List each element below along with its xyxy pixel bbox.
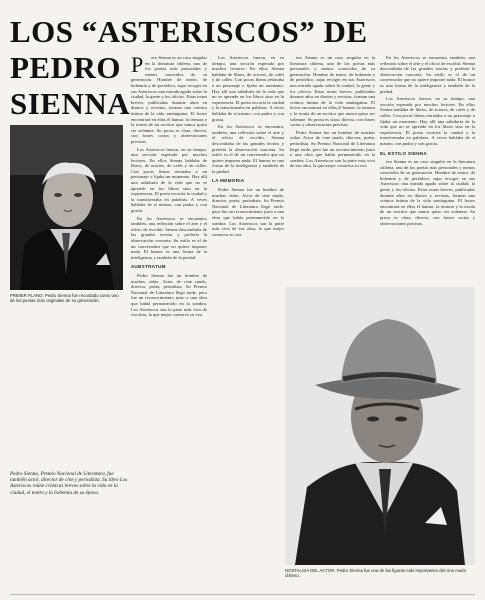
- article-column-1: [131, 55, 207, 590]
- sidebar-note: Pedro Sienna, Premio Nacional de Literatura, fue también actor, director de cine y periodista. Su libro Los Asteriscos reúne crónicas breves sobre la vida en la ciudad, el teatro y la bohemia de su época.: [10, 471, 128, 496]
- title-line-2: PEDRO: [10, 50, 121, 85]
- col3-paragraph: En los Asteriscos se encuentra, también, una reflexión sobre el arte y el oficio de escribir. Sienna desconfiaba de las grandes teorías y prefería la observación concreta. Su estilo es el de un conversador que no quiere imponer nada. El humor es una forma de la inteligencia y también de la piedad.: [131, 215, 207, 260]
- title-line-1: LOS “ASTERISCOS” DE: [10, 14, 368, 49]
- col1-paragraph: ero Sienna es un caso singular en la literatura chilena, uno de los poetas más personales y menos conocidos de su generación. Hombre de teatro, de bohemia y de periódico, supo recoger en sus Asteriscos una mirada aguda sobre la ciudad, la gente y los oficios. Estas notas breves, publicadas durante años en diarios y revistas, forman una crónica íntima de la vida santiaguina. El lector encontrará en ellas el humor, la ternura y la ironía de un escritor que nunca quiso ser solemne. Su prosa es clara, directa, con frases cortas y observaciones precisas.: [131, 55, 207, 144]
- article-column-4: [380, 55, 475, 283]
- col3-text-a: En los Asteriscos se encuentra, también, una reflexión sobre el arte y el oficio de escribir. Sienna desconfiaba de las grandes teorías y prefería la observación concreta. Su estilo es el de un conversador que no quiere imponer nada. El humor es una forma de la inteligencia y también de la piedad.: [212, 124, 284, 174]
- col4-text-a: Pedro Sienna fue un hombre de muchas vidas. Actor de cine mudo, director, poeta, periodista. Su Premio Nacional de Literatura llegó tarde, pero fue un reconocimiento justo a una obra que había permanecido en la sombra. Los Asteriscos son la parte más viva de esa obra, la que mejor conserva su voz.: [212, 187, 284, 237]
- col1-text-b: ero Sienna es un caso singular en la literatura chilena, uno de los poetas más personales y menos conocidos de su generación. Hombre de teatro, de bohemia y de periódico, supo recoger en sus Asteriscos una mirada aguda sobre la ciudad, la gente y los oficios. Estas notas breves, publicadas durante años en diarios y revistas, forman una crónica íntima de la vida santiaguina. El lector encontrará en ellas el humor, la ternura y la ironía de un escritor que nunca quiso ser solemne. Su prosa es clara, directa, con frases cortas y observaciones precisas.: [290, 55, 375, 128]
- portrait-caption: PRIMER PLANO. Pedro Sienna fue recordado como uno de los poetas más originales de su generación.: [10, 293, 119, 303]
- hat-portrait-photo: [285, 287, 475, 565]
- portrait-photo: [10, 125, 123, 290]
- col1-text-c: ero Sienna es un caso singular en la literatura chilena, uno de los poetas más personales y menos conocidos de su generación. Hombre de teatro, de bohemia y de periódico, supo recoger en sus Asteriscos una mirada aguda sobre la ciudad, la gente y los oficios. Estas notas breves, publicadas durante años en diarios y revistas, forman una crónica íntima de la vida santiaguina. El lector encontrará en ellas el humor, la ternura y la ironía de un escritor que nunca quiso ser solemne. Su prosa es clara, directa, con frases cortas y observaciones precisas.: [380, 159, 475, 226]
- page-rule: [10, 594, 475, 595]
- subhead-1: SUBSTRATUM: [131, 264, 166, 270]
- col4-text-b: Pedro Sienna fue un hombre de muchas vidas. Actor de cine mudo, director, poeta, periodista. Su Premio Nacional de Literatura llegó tarde, pero fue un reconocimiento justo a una obra que había permanecido en la sombra. Los Asteriscos son la parte más viva de esa obra, la que mejor conserva su voz.: [290, 129, 375, 169]
- article-column-3: [290, 55, 375, 283]
- col4-paragraph: Pedro Sienna fue un hombre de muchas vidas. Actor de cine mudo, director, poeta, periodista. Su Premio Nacional de Literatura llegó tarde, pero fue un reconocimiento justo a una obra que había permanecido en la sombra. Los Asteriscos son la parte más viva de esa obra, la que mejor conserva su voz.: [131, 272, 207, 318]
- subhead-2: LA MEMORIA: [212, 178, 245, 184]
- col2-text-c: Los Asteriscos fueron, en su tiempo, una sección esperada por muchos lectores. En ellos Sienna hablaba de libros, de actores, de cafés y de calles. Con pocas líneas retrataba a un personaje o fijaba un momento. Hay allí una sabiduría de la vida que no se aprende en los libros sino en la experiencia. El poeta recorría la ciudad y la transformaba en palabras. A veces hablaba de sí mismo, con pudor y con gracia.: [380, 96, 475, 146]
- subhead-3: EL ESTILO SIENNA: [380, 150, 428, 156]
- title-line-3: SIENNA: [10, 86, 131, 121]
- dropcap: P: [131, 55, 144, 77]
- col2-paragraph: Los Asteriscos fueron, en su tiempo, una sección esperada por muchos lectores. En ellos Sienna hablaba de libros, de actores, de cafés y de calles. Con pocas líneas retrataba a un personaje o fijaba un momento. Hay allí una sabiduría de la vida que no se aprende en los libros sino en la experiencia. El poeta recorría la ciudad y la transformaba en palabras. A veces hablaba de sí mismo, con pudor y con gracia.: [131, 146, 207, 214]
- col3-text-c: En los Asteriscos se encuentra, también, una reflexión sobre el arte y el oficio de escribir. Sienna desconfiaba de las grandes teorías y prefería la observación concreta. Su estilo es el de un conversador que no quiere imponer nada. El humor es una forma de la inteligencia y también de la piedad.: [380, 55, 475, 94]
- hat-portrait-caption: NOSTALGIA DEL ACTOR. Pedro Sienna fue una de las figuras más importantes del cine mudo chileno.: [285, 568, 466, 578]
- col2-text-a: Los Asteriscos fueron, en su tiempo, una sección esperada por muchos lectores. En ellos Sienna hablaba de libros, de actores, de cafés y de calles. Con pocas líneas retrataba a un personaje o fijaba un momento. Hay allí una sabiduría de la vida que no se aprende en los libros sino en la experiencia. El poeta recorría la ciudad y la transformaba en palabras. A veces hablaba de sí mismo, con pudor y con gracia.: [212, 55, 284, 122]
- article-column-2: [212, 55, 284, 283]
